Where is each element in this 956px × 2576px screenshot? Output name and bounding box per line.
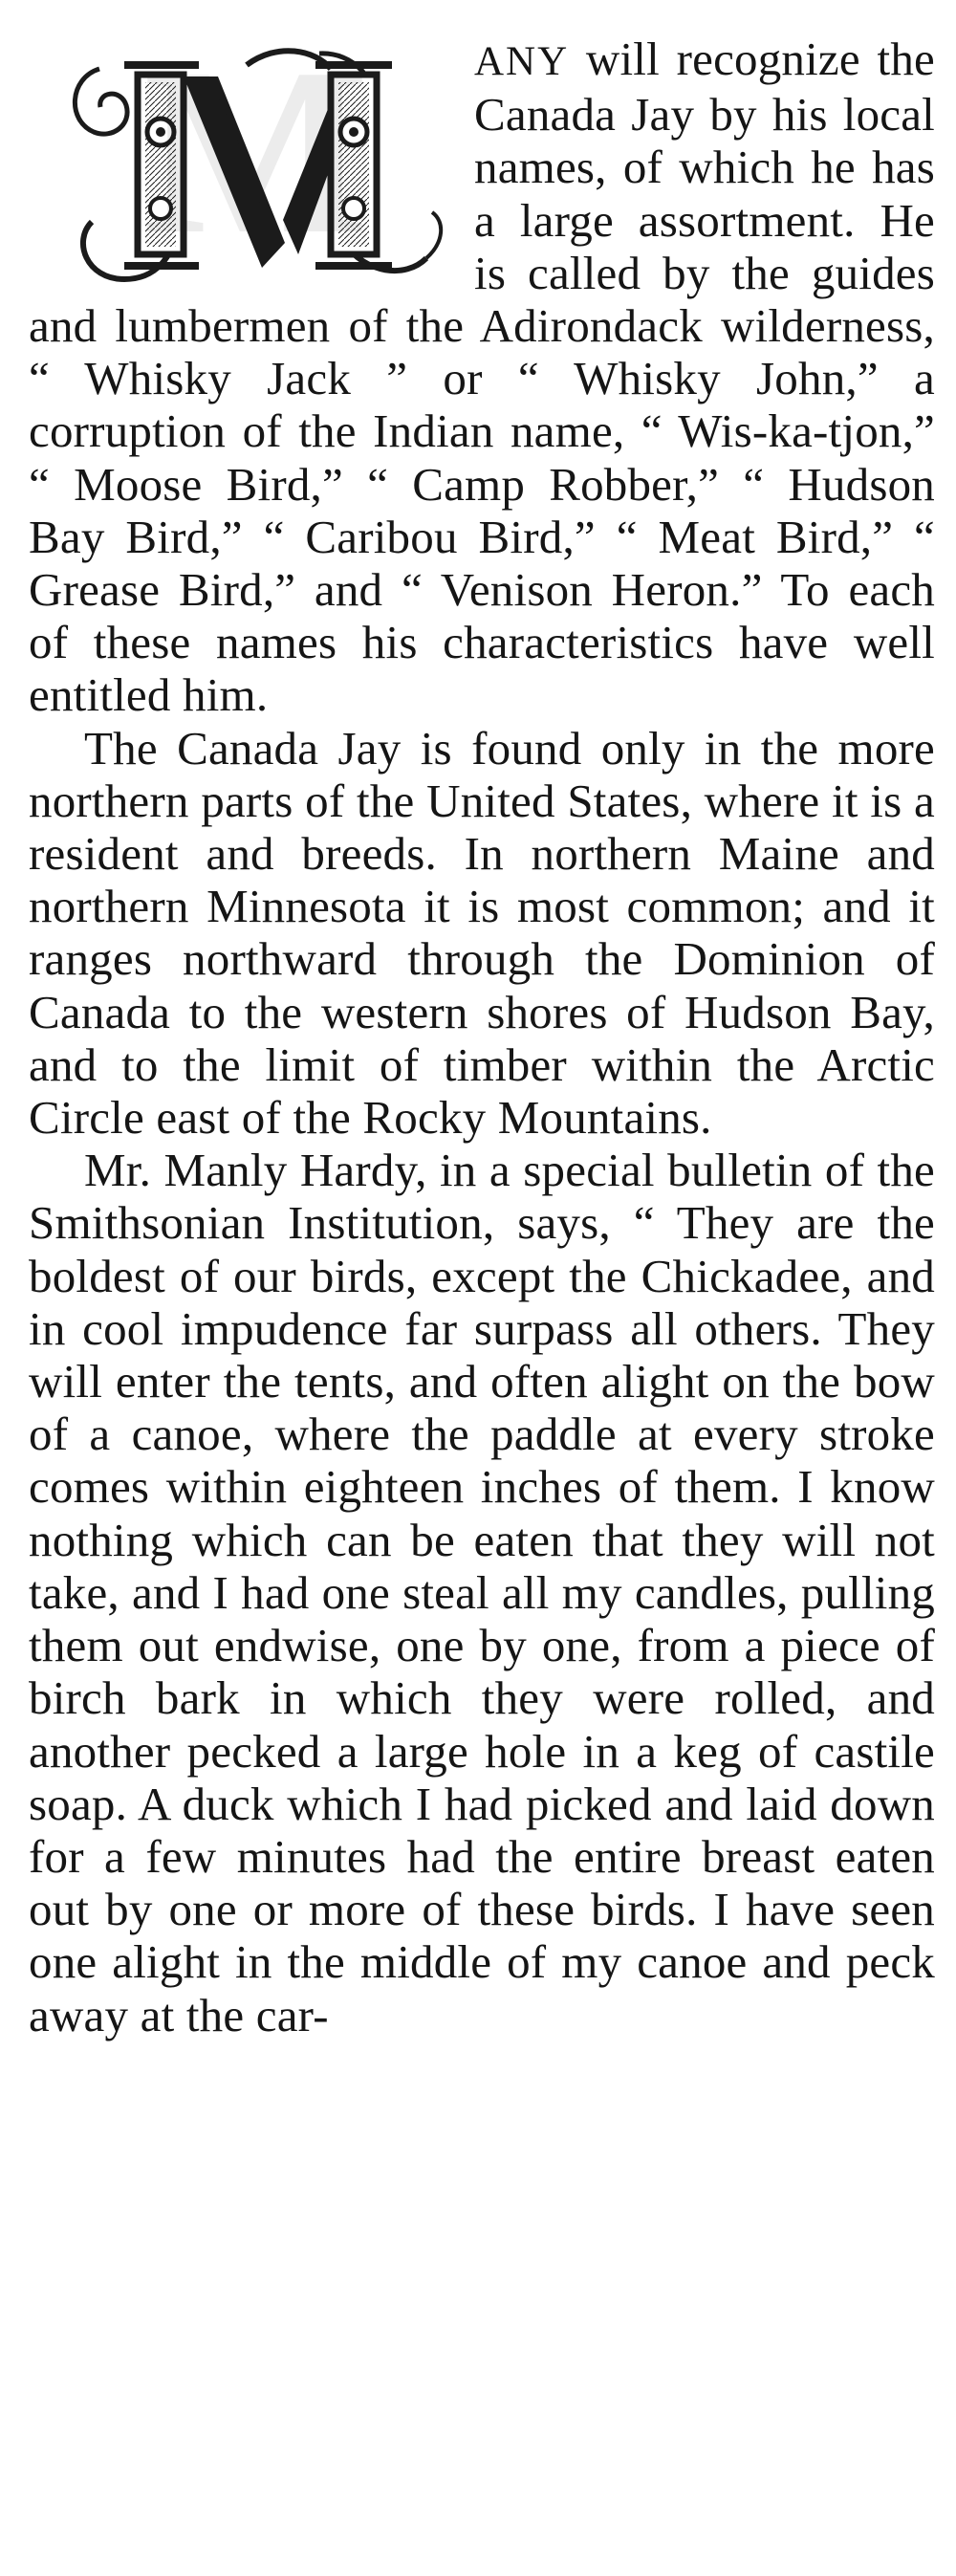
initial-letter: M [142, 33, 370, 284]
ornamental-initial [57, 33, 455, 296]
paragraph-1-text: will recognize the Canada Jay by his local names, of which he has a large assortment. He is called by the guides and lumbermen of the Adirondack wilderness, “ Whisky Jack ” or “ Whisky John,” a corruption of the Indian name, “ Wis-ka-tjon,” “ Moose Bird,” “ Camp Robber,” “ Hudson Bay Bird,” “ Caribou Bird,” “ Meat Bird,” “ Grease Bird,” and “ Venison Heron.” To each of these names his characteristics have well entitled him. [29, 33, 935, 722]
paragraph-3: Mr. Manly Hardy, in a special bulletin of the Smithsonian Institution, says, “ They are the boldest of our birds, except the Chickadee, and in cool impudence far surpass all others. They will enter the tents, and often alight on the bow of a canoe, where the paddle at every stroke comes within eighteen inches of them. I know nothing which can be eaten that they will not take, and I had one steal all my candles, pulling them out endwise, one by one, from a piece of birch bark in which they were rolled, and another pecked a large hole in a keg of castile soap. A duck which I had picked and laid down for a few minutes had the entire breast eaten out by one or more of these birds. I have seen one alight in the middle of my canoe and peck away at the car- [29, 1144, 935, 2041]
first-word-remainder: ANY [474, 39, 570, 84]
paragraph-2: The Canada Jay is found only in the more northern parts of the United States, where it is a resident and breeds. In northern Maine and northern Minnesota it is most common; and it ranges northward through the Dominion of Canada to the western shores of Hudson Bay, and to the limit of timber within the Arctic Circle east of the Rocky Mountains. [29, 721, 935, 1145]
article-body [29, 33, 935, 2041]
